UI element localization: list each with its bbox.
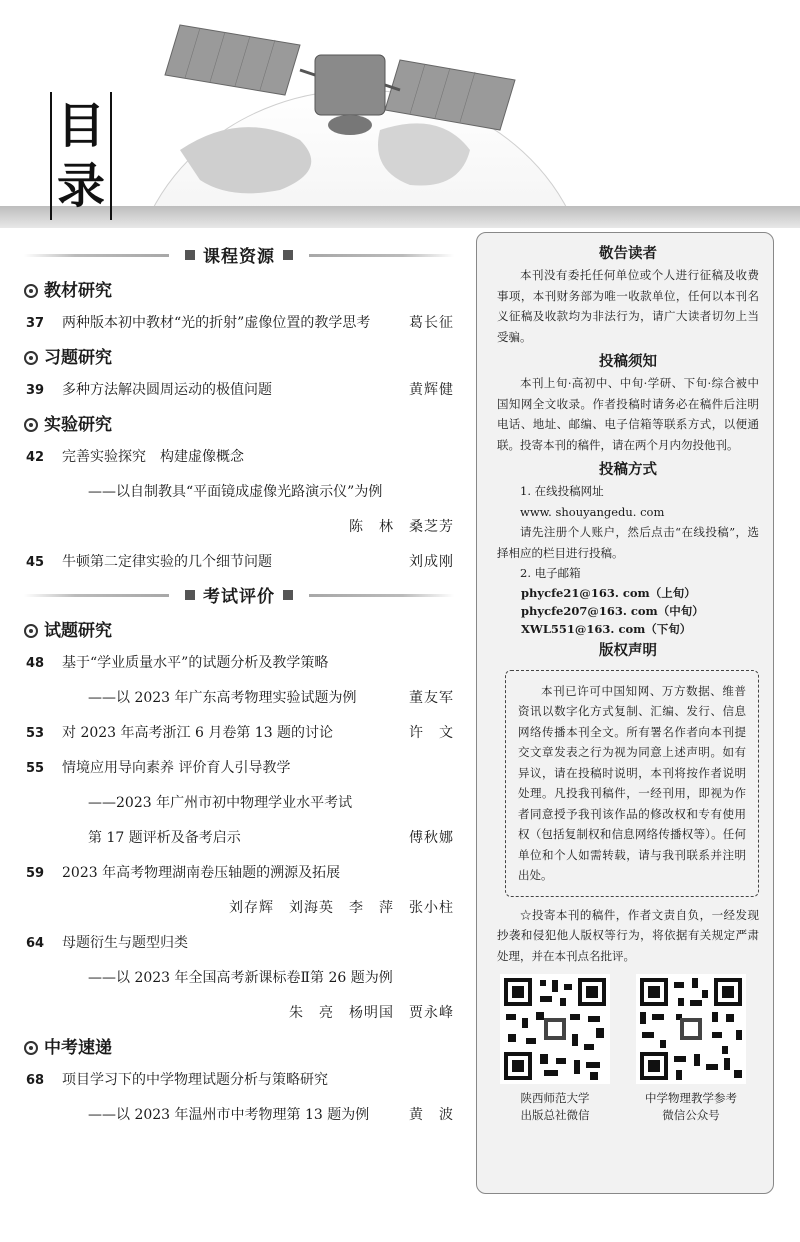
- satellite-earth-illustration: [0, 0, 800, 228]
- qr-code-wechat[interactable]: 中学物理教学参考 微信公众号: [631, 974, 751, 1124]
- online-submit-label: 1. 在线投稿网址: [520, 484, 604, 498]
- qr-code-icon: [636, 974, 746, 1084]
- toc-subtitle: ——以 2023 年全国高考新课标卷Ⅱ第 26 题为例: [88, 970, 393, 986]
- bullet-icon: [24, 351, 38, 365]
- toc-subtitle: ——以 2023 年温州市中考物理第 13 题为例 黄 波: [88, 1107, 454, 1123]
- bullet-icon: [24, 1041, 38, 1055]
- email-link[interactable]: XWL551@163. com（下旬）: [521, 621, 692, 636]
- section-heading: 教材研究: [24, 276, 454, 306]
- section-heading: 习题研究: [24, 343, 454, 373]
- website-link[interactable]: www. shouyangedu. com: [520, 504, 665, 519]
- toc-entry[interactable]: 53 对 2023 年高考浙江 6 月卷第 13 题的讨论 许 文: [26, 725, 454, 741]
- copyright-box: [505, 670, 759, 897]
- toc-author: 刘存辉 刘海英 李 萍 张小柱: [229, 900, 454, 916]
- notice-panel: [476, 232, 774, 1194]
- toc-entry[interactable]: 55 情境应用导向素养 评价育人引导教学: [26, 760, 291, 776]
- section-band: 考试评价: [24, 580, 454, 610]
- toc-subtitle: ——以自制教具“平面镜成虚像光路演示仪”为例: [88, 484, 383, 500]
- email-label: 2. 电子邮箱: [520, 566, 581, 580]
- copyright-text: 本刊已许可中国知网、万方数据、维普资讯以数字化方式复制、汇编、发行、信息网络传播本刊全文。所有署名作者向本刊提交文章发表之行为视为同意上述声明。如有异议，请在投稿时说明，本刊将按作者说明处理。凡投我刊稿件，一经刊用，即视为作者同意授予我刊该作品的修改权和专有使用权（包括复制权和信息网络传播权等）。任何单位和个人如需转载，请与我刊联系并注明出处。: [518, 683, 746, 882]
- qr-codes: [477, 974, 773, 1124]
- toc-entry[interactable]: 45 牛顿第二定律实验的几个细节问题 刘成刚: [26, 554, 454, 570]
- section-band: 课程资源: [24, 240, 454, 270]
- copyright-heading: 版权声明: [599, 642, 657, 659]
- submission-text: 本刊上旬·高初中、中旬·学研、下旬·综合被中国知网全文收录。作者投稿时请务必在稿件后注明电话、地址、邮编、电子信箱等联系方式，以便通联。投寄本刊的稿件，请在两个月内勿投他刊。: [497, 376, 759, 452]
- email-link[interactable]: phycfe207@163. com（中旬）: [521, 603, 704, 618]
- submission-method-heading: 投稿方式: [599, 462, 657, 478]
- toc-subtitle: ——2023 年广州市初中物理学业水平考试: [88, 795, 353, 811]
- notice-text: 本刊没有委托任何单位或个人进行征稿及收费事项，本刊财务部为唯一收款单位，任何以本刊名义征稿及收款均为非法行为，请广大读者切勿上当受骗。: [497, 268, 759, 344]
- toc-author: 陈 林 桑芝芳: [349, 519, 454, 535]
- toc-entry[interactable]: 48 基于“学业质量水平”的试题分析及教学策略: [26, 655, 329, 671]
- responsibility-text: ☆投寄本刊的稿件，作者文责自负，一经发现抄袭和侵犯他人版权等行为，将依据有关规定严肃处理，并在本刊点名批评。: [497, 907, 759, 963]
- bullet-icon: [24, 624, 38, 638]
- section-heading: 试题研究: [24, 616, 454, 646]
- toc-author: 朱 亮 杨明国 贾永峰: [289, 1005, 454, 1021]
- notice-heading: 敬告读者: [599, 246, 657, 262]
- qr-code-publisher[interactable]: 陕西师范大学 出版总社微信: [495, 974, 615, 1124]
- toc-title: 目 录: [50, 92, 112, 220]
- toc-entry[interactable]: 39 多种方法解决圆周运动的极值问题 黄辉健: [26, 382, 454, 398]
- toc-list: [24, 240, 454, 1133]
- qr-code-icon: [500, 974, 610, 1084]
- toc-subtitle: ——以 2023 年广东高考物理实验试题为例 董友军: [88, 690, 454, 706]
- email-link[interactable]: phycfe21@163. com（上旬）: [521, 585, 696, 600]
- toc-subtitle: 第 17 题评析及备考启示 傅秋娜: [88, 830, 454, 846]
- bullet-icon: [24, 284, 38, 298]
- toc-entry[interactable]: 37 两种版本初中教材“光的折射”虚像位置的教学思考 葛长征: [26, 315, 454, 331]
- section-heading: 实验研究: [24, 410, 454, 440]
- online-submit-text: 请先注册个人账户，然后点击“在线投稿”，选择相应的栏目进行投稿。: [497, 525, 759, 560]
- toc-entry[interactable]: 64 母题衍生与题型归类: [26, 935, 188, 951]
- submission-heading: 投稿须知: [599, 354, 657, 370]
- header-banner: [0, 0, 800, 228]
- section-heading: 中考速递: [24, 1033, 454, 1063]
- toc-entry[interactable]: 42 完善实验探究 构建虚像概念: [26, 449, 244, 465]
- bullet-icon: [24, 418, 38, 432]
- toc-entry[interactable]: 59 2023 年高考物理湖南卷压轴题的溯源及拓展: [26, 865, 341, 881]
- toc-entry[interactable]: 68 项目学习下的中学物理试题分析与策略研究: [26, 1072, 328, 1088]
